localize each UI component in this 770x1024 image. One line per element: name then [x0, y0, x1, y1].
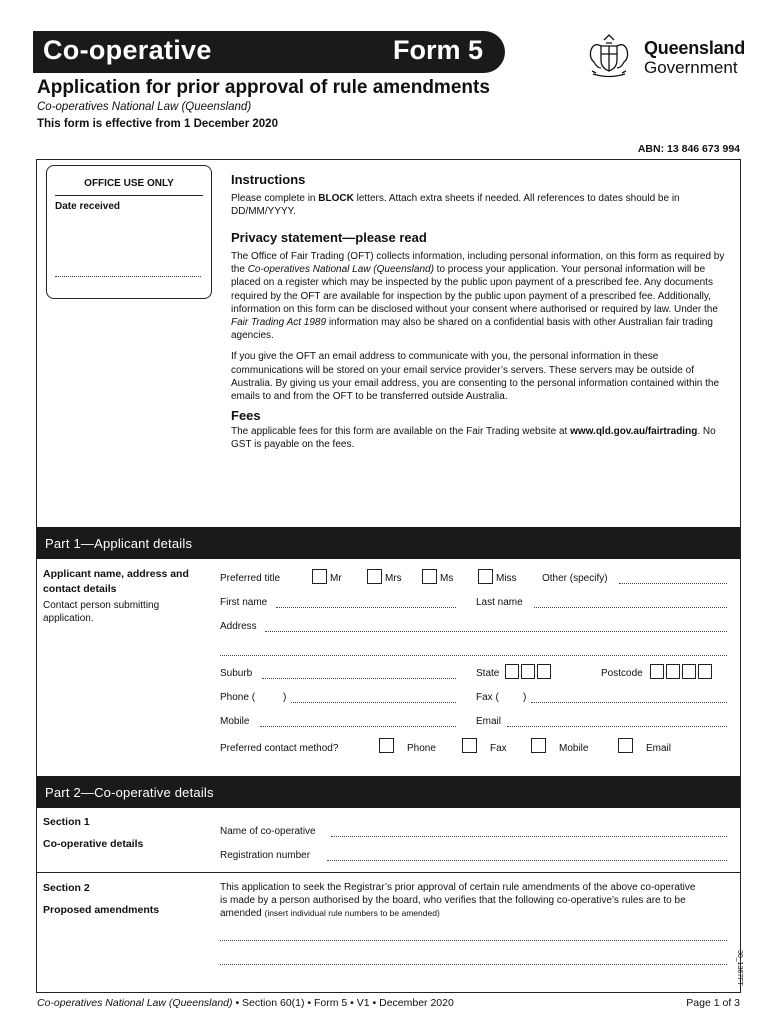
section2-text: This application to seek the Registrar’s prior approval of certain rule amendments of the above co-operative is made by a person authorised by the board, who verifies that the following co-operative’s rules are to be amended (insert individual rule numbers to be amended): [220, 882, 696, 919]
coop-name-field[interactable]: [331, 836, 727, 837]
banner-title: Co-operative: [43, 35, 212, 65]
contact-mobile-label: Mobile: [559, 743, 589, 754]
reg-number-field[interactable]: [327, 860, 727, 861]
date-received-label: Date received: [55, 201, 121, 212]
section2-heading: Section 2: [43, 882, 90, 894]
title-ms-label: Ms: [440, 573, 454, 584]
section2-subheading: Proposed amendments: [43, 904, 160, 916]
title-ms-checkbox[interactable]: [422, 569, 437, 584]
fees-section: [231, 408, 731, 451]
divider: [55, 195, 203, 196]
contact-method-label: Preferred contact method?: [220, 743, 339, 754]
fees-heading: Fees: [231, 408, 261, 423]
first-name-label: First name: [220, 597, 268, 608]
contact-phone-checkbox[interactable]: [379, 738, 394, 753]
form-code: 30_1367FT: [736, 950, 743, 986]
state-label: State: [476, 668, 500, 679]
reg-number-label: Registration number: [220, 850, 311, 861]
last-name-label: Last name: [476, 597, 523, 608]
part2-header: Part 2—Co-operative details: [37, 776, 740, 808]
title-mrs-checkbox[interactable]: [367, 569, 382, 584]
coop-name-label: Name of co-operative: [220, 826, 316, 837]
title-miss-checkbox[interactable]: [478, 569, 493, 584]
page-subtitle: Co-operatives National Law (Queensland): [37, 101, 252, 113]
phone-label: Phone (: [220, 692, 256, 703]
phone-field[interactable]: [291, 702, 456, 703]
preferred-title-label: Preferred title: [220, 573, 281, 584]
page-title: Application for prior approval of rule amendments: [37, 77, 490, 98]
form-number: Form 5: [392, 35, 483, 65]
address-label: Address: [220, 621, 257, 632]
postcode-boxes[interactable]: [650, 664, 714, 679]
title-miss-label: Miss: [496, 573, 517, 584]
date-received-line: [55, 276, 201, 277]
mobile-label: Mobile: [220, 716, 250, 727]
page-number: Page 1 of 3: [686, 997, 740, 1009]
amendments-field-line-2[interactable]: [220, 964, 727, 965]
footer-text: Co-operatives National Law (Queensland) • Section 60(1) • Form 5 • V1 • December 2020: [37, 997, 454, 1009]
suburb-label: Suburb: [220, 668, 253, 679]
section1-subheading: Co-operative details: [43, 838, 144, 850]
applicant-heading: Applicant name, address and contact details: [43, 568, 189, 595]
instructions-heading: Instructions: [231, 172, 306, 187]
instructions-text: Please complete in BLOCK letters. Attach extra sheets if needed. All references to dates should be in DD/MM/YYYY.: [231, 193, 680, 218]
contact-email-checkbox[interactable]: [618, 738, 633, 753]
office-use-box: [46, 165, 212, 299]
contact-phone-label: Phone: [407, 743, 436, 754]
title-other-field[interactable]: [619, 583, 727, 584]
email-label: Email: [476, 716, 502, 727]
section-divider: [37, 872, 740, 873]
fax-label: Fax (: [476, 692, 499, 703]
qld-government-logo: [588, 32, 748, 82]
title-mr-label: Mr: [330, 573, 342, 584]
coat-of-arms-icon: [588, 32, 630, 80]
amendments-field-line-1[interactable]: [220, 940, 727, 941]
contact-mobile-checkbox[interactable]: [531, 738, 546, 753]
last-name-field[interactable]: [534, 607, 727, 608]
title-other-label: Other (specify): [542, 573, 608, 584]
title-mr-checkbox[interactable]: [312, 569, 327, 584]
privacy-heading: Privacy statement—please read: [231, 230, 427, 245]
title-mrs-label: Mrs: [385, 573, 402, 584]
privacy-paragraph-1: The Office of Fair Trading (OFT) collects information, including personal information, on this form as required by the Co-operatives National Law (Queensland) to process your application. Your personal information will be placed on a register which may be inspected by the public upon payment of a prescribed fee. Any documents required by the OFT are available for inspection by the public upon payment of a prescribed fee. Additionally, information on this form can be disclosed without your consent where authorised or required by law. Under the Fair Trading Act 1989 information may also be shared on a confidential basis with other Australian fair trading agencies.: [231, 251, 725, 342]
suburb-field[interactable]: [262, 678, 456, 679]
fees-text: The applicable fees for this form are available on the Fair Trading website at www.qld.gov.au/fairtrading. No GST is payable on the fees.: [231, 426, 716, 451]
email-field[interactable]: [507, 726, 727, 727]
section1-heading: Section 1: [43, 816, 90, 828]
mobile-field[interactable]: [260, 726, 456, 727]
contact-email-label: Email: [646, 743, 672, 754]
address-field[interactable]: [265, 631, 727, 632]
part1-header: Part 1—Applicant details: [37, 527, 740, 559]
form-banner: [33, 31, 505, 73]
fees-link[interactable]: www.qld.gov.au/fairtrading: [570, 426, 698, 437]
postcode-label: Postcode: [601, 668, 643, 679]
contact-fax-label: Fax: [490, 743, 507, 754]
privacy-section: [231, 230, 731, 403]
fax-close: ): [523, 692, 527, 703]
contact-fax-checkbox[interactable]: [462, 738, 477, 753]
address-field-line-2[interactable]: [220, 655, 727, 656]
effective-date: This form is effective from 1 December 2020: [37, 118, 278, 130]
phone-close: ): [283, 692, 287, 703]
first-name-field[interactable]: [276, 607, 456, 608]
logo-queensland: Queensland: [644, 38, 746, 58]
logo-government: Government: [644, 58, 738, 77]
fax-field[interactable]: [531, 702, 727, 703]
office-use-heading: OFFICE USE ONLY: [84, 178, 174, 189]
privacy-paragraph-2: If you give the OFT an email address to communicate with you, the personal information in these communications will be stored on your email service provider’s servers. These servers may be outside of Australia. By giving us your email address, you are consenting to the personal information contained within the emails to and from the OFT to be transferred outside Australia.: [231, 351, 720, 403]
abn-number: ABN: 13 846 673 994: [637, 143, 740, 155]
state-boxes[interactable]: [505, 664, 553, 679]
instructions-section: [231, 172, 731, 218]
applicant-note: Contact person submitting application.: [43, 600, 160, 624]
